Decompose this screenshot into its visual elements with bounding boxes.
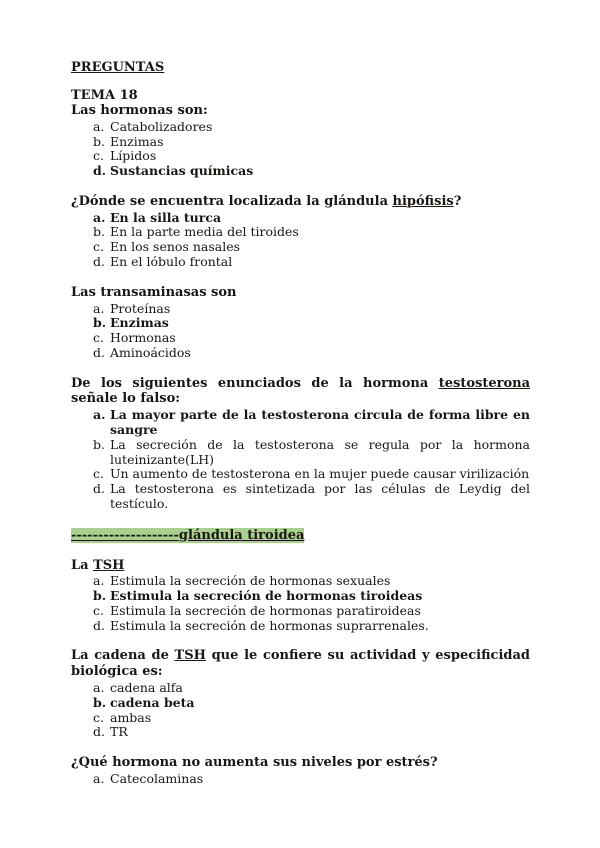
option-row xyxy=(93,604,530,619)
option-letter: c. xyxy=(93,709,104,725)
question-title xyxy=(71,194,530,210)
options-list xyxy=(93,302,530,361)
option-letter: a. xyxy=(93,573,105,589)
option-row xyxy=(93,255,530,270)
option-text: La mayor parte de la testosterona circula de forma libre en sangre xyxy=(110,407,530,438)
option-text: Proteínas xyxy=(110,300,171,316)
option-text: Enzimas xyxy=(110,315,169,331)
option-row xyxy=(93,135,530,150)
option-text: Hormonas xyxy=(110,330,176,346)
option-text: TR xyxy=(110,724,128,740)
option-letter: b. xyxy=(93,133,105,149)
question-title-underlined: TSH xyxy=(93,557,125,573)
option-text: ambas xyxy=(110,709,152,725)
option-letter: a. xyxy=(93,209,106,225)
option-letter: d. xyxy=(93,617,105,633)
question-block-6 xyxy=(71,648,530,740)
option-row xyxy=(93,225,530,240)
question-title xyxy=(71,376,530,408)
question-title-text: Las transaminasas son xyxy=(71,284,237,300)
option-letter: d. xyxy=(93,344,105,360)
option-row-correct xyxy=(93,408,530,438)
options-list xyxy=(93,574,530,633)
question-block-4 xyxy=(71,376,530,512)
option-text: En los senos nasales xyxy=(110,239,241,255)
option-row-correct xyxy=(93,696,530,711)
option-text: Catabolizadores xyxy=(110,118,213,134)
option-text: La secreción de la testosterona se regula por la hormona luteinizante(LH) xyxy=(110,436,530,467)
question-title-text: Las hormonas son: xyxy=(71,103,208,118)
option-text: Un aumento de testosterona en la mujer puede causar virilización xyxy=(110,466,530,482)
option-text: En la parte media del tiroides xyxy=(110,224,299,240)
option-text: Enzimas xyxy=(110,133,164,149)
option-text: Aminoácidos xyxy=(110,344,191,360)
option-letter: c. xyxy=(93,330,104,346)
option-row xyxy=(93,149,530,164)
question-title-tail: señale lo falso: xyxy=(71,391,181,407)
option-text: Estimula la secreción de hormonas tiroideas xyxy=(110,588,423,604)
options-list xyxy=(93,120,530,179)
option-letter: d. xyxy=(93,253,105,269)
option-row-correct xyxy=(93,316,530,331)
option-row xyxy=(93,302,530,317)
option-row-correct xyxy=(93,164,530,179)
option-letter: b. xyxy=(93,588,107,604)
question-title-text: ¿Qué hormona no aumenta sus niveles por estrés? xyxy=(71,755,438,771)
option-letter: b. xyxy=(93,315,107,331)
option-text: En el lóbulo frontal xyxy=(110,253,233,269)
question-title-text: De los siguientes enunciados de la hormona xyxy=(71,375,439,391)
option-row xyxy=(93,681,530,696)
option-row xyxy=(93,438,530,468)
question-title-text: La xyxy=(71,557,94,573)
option-row-correct xyxy=(93,211,530,226)
question-block-2 xyxy=(71,194,530,270)
option-row xyxy=(93,346,530,361)
question-block-3 xyxy=(71,285,530,361)
question-title-underlined: hipófisis xyxy=(392,193,454,209)
option-row xyxy=(93,240,530,255)
options-list xyxy=(93,408,530,511)
option-letter: c. xyxy=(93,148,104,164)
option-letter: d. xyxy=(93,481,105,497)
option-row xyxy=(93,120,530,135)
option-text: Catecolaminas xyxy=(110,770,204,786)
option-text: Estimula la secreción de hormonas paratiroideas xyxy=(110,602,421,618)
option-row xyxy=(93,467,530,482)
question-title xyxy=(71,648,530,680)
option-letter: a. xyxy=(93,770,105,786)
option-letter: a. xyxy=(93,680,105,696)
question-title xyxy=(71,755,530,771)
option-row xyxy=(93,574,530,589)
question-title-text: La cadena de xyxy=(71,648,175,664)
options-list xyxy=(93,681,530,740)
option-text: cadena alfa xyxy=(110,680,183,696)
question-title xyxy=(71,103,530,119)
option-row-correct xyxy=(93,589,530,604)
option-letter: b. xyxy=(93,694,107,710)
option-row xyxy=(93,482,530,512)
option-letter: a. xyxy=(93,118,105,134)
option-letter: a. xyxy=(93,407,106,423)
section-divider-text: --------------------glándula tiroidea xyxy=(71,527,305,543)
option-letter: d. xyxy=(93,163,107,179)
question-title-tail: que le confiere su actividad y especificidad biológica es: xyxy=(71,648,530,680)
question-block-1 xyxy=(71,103,530,179)
option-text: Sustancias químicas xyxy=(110,163,254,179)
option-letter: b. xyxy=(93,224,105,240)
option-text: Estimula la secreción de hormonas sexuales xyxy=(110,573,391,589)
option-row xyxy=(93,772,530,787)
option-row xyxy=(93,331,530,346)
option-row xyxy=(93,619,530,634)
question-block-7 xyxy=(71,755,530,787)
question-title xyxy=(71,285,530,301)
question-title-text: ¿Dónde se encuentra localizada la glándula xyxy=(71,193,393,209)
option-letter: b. xyxy=(93,436,105,452)
question-title-tail: ? xyxy=(453,193,462,209)
option-text: En la silla turca xyxy=(110,209,222,225)
option-text: Estimula la secreción de hormonas suprarrenales. xyxy=(110,617,429,633)
option-text: cadena beta xyxy=(110,694,195,710)
options-list xyxy=(93,211,530,270)
option-letter: d. xyxy=(93,724,105,740)
section-divider xyxy=(71,528,530,543)
option-row xyxy=(93,711,530,726)
option-letter: c. xyxy=(93,602,104,618)
option-letter: a. xyxy=(93,300,105,316)
option-letter: c. xyxy=(93,239,104,255)
question-title-underlined: testosterona xyxy=(438,375,530,391)
options-list xyxy=(93,772,530,787)
option-letter: c. xyxy=(93,466,104,482)
question-title-underlined: TSH xyxy=(174,648,206,664)
option-row xyxy=(93,725,530,740)
question-block-5 xyxy=(71,558,530,634)
option-text: Lípidos xyxy=(110,148,157,164)
tema-heading: TEMA 18 xyxy=(71,88,138,103)
question-title xyxy=(71,558,530,574)
option-text: La testosterona es sintetizada por las células de Leydig del testículo. xyxy=(110,481,530,511)
page-title: PREGUNTAS xyxy=(71,60,165,75)
